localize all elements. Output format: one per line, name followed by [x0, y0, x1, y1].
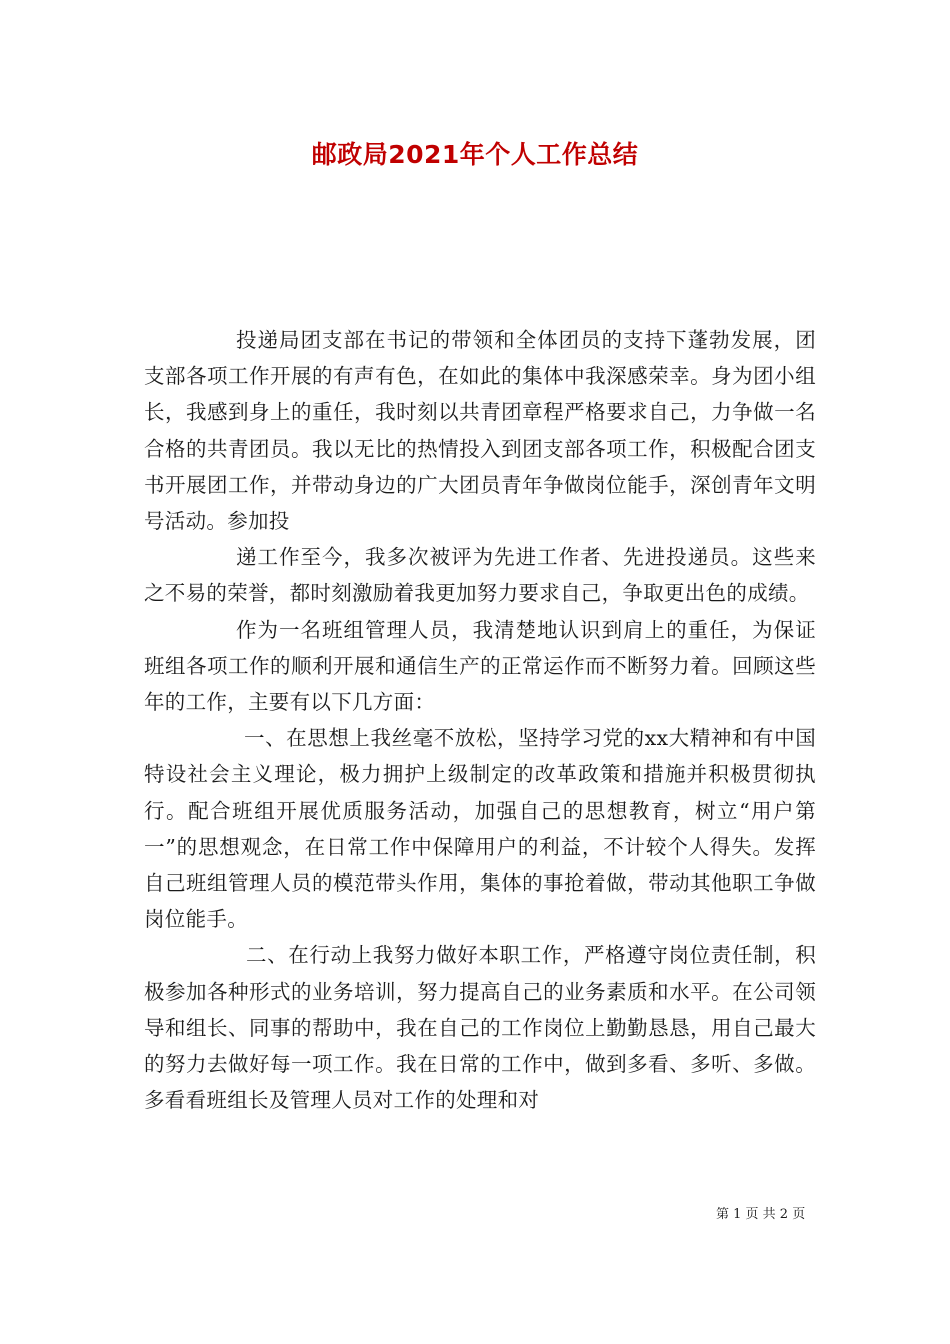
paragraph-1: 投递局团支部在书记的带领和全体团员的支持下蓬勃发展，团支部各项工作开展的有声有色，在如此的集体中我深感荣幸。身为团小组长，我感到身上的重任，我时刻以共青团章程严格要求自己，力争做一名合格的共青团员。我以无比的热情投入到团支部各项工作，积极配合团支书开展团工作，并带动身边的广大团员青年争做岗位能手，深创青年文明号活动。参加投: [144, 328, 816, 534]
paragraph-2: 递工作至今，我多次被评为先进工作者、先进投递员。这些来之不易的荣誉，都时刻激励着我更加努力要求自己，争取更出色的成绩。: [144, 545, 816, 606]
page-number-footer: 第 1 页 共 2 页: [716, 1207, 806, 1222]
document-title: 邮政局2021年个人工作总结: [311, 140, 639, 169]
paragraph-3: 作为一名班组管理人员，我清楚地认识到肩上的重任，为保证班组各项工作的顺利开展和通信生产的正常运作而不断努力着。回顾这些年的工作，主要有以下几方面：: [144, 617, 816, 715]
document-body: [144, 322, 816, 1118]
paragraph-4: 一、在思想上我丝毫不放松，坚持学习党的xx大精神和有中国特设社会主义理论，极力拥护上级制定的改革政策和措施并积极贯彻执行。配合班组开展优质服务活动，加强自己的思想教育，树立“用户第一”的思想观念，在日常工作中保障用户的利益，不计较个人得失。发挥自己班组管理人员的模范带头作用，集体的事抢着做，带动其他职工争做岗位能手。: [144, 726, 816, 932]
paragraph-5: 二、在行动上我努力做好本职工作，严格遵守岗位责任制，积极参加各种形式的业务培训，努力提高自己的业务素质和水平。在公司领导和组长、同事的帮助中，我在自己的工作岗位上勤勤恳恳，用自己最大的努力去做好每一项工作。我在日常的工作中，做到多看、多听、多做。多看看班组长及管理人员对工作的处理和对: [144, 943, 816, 1113]
